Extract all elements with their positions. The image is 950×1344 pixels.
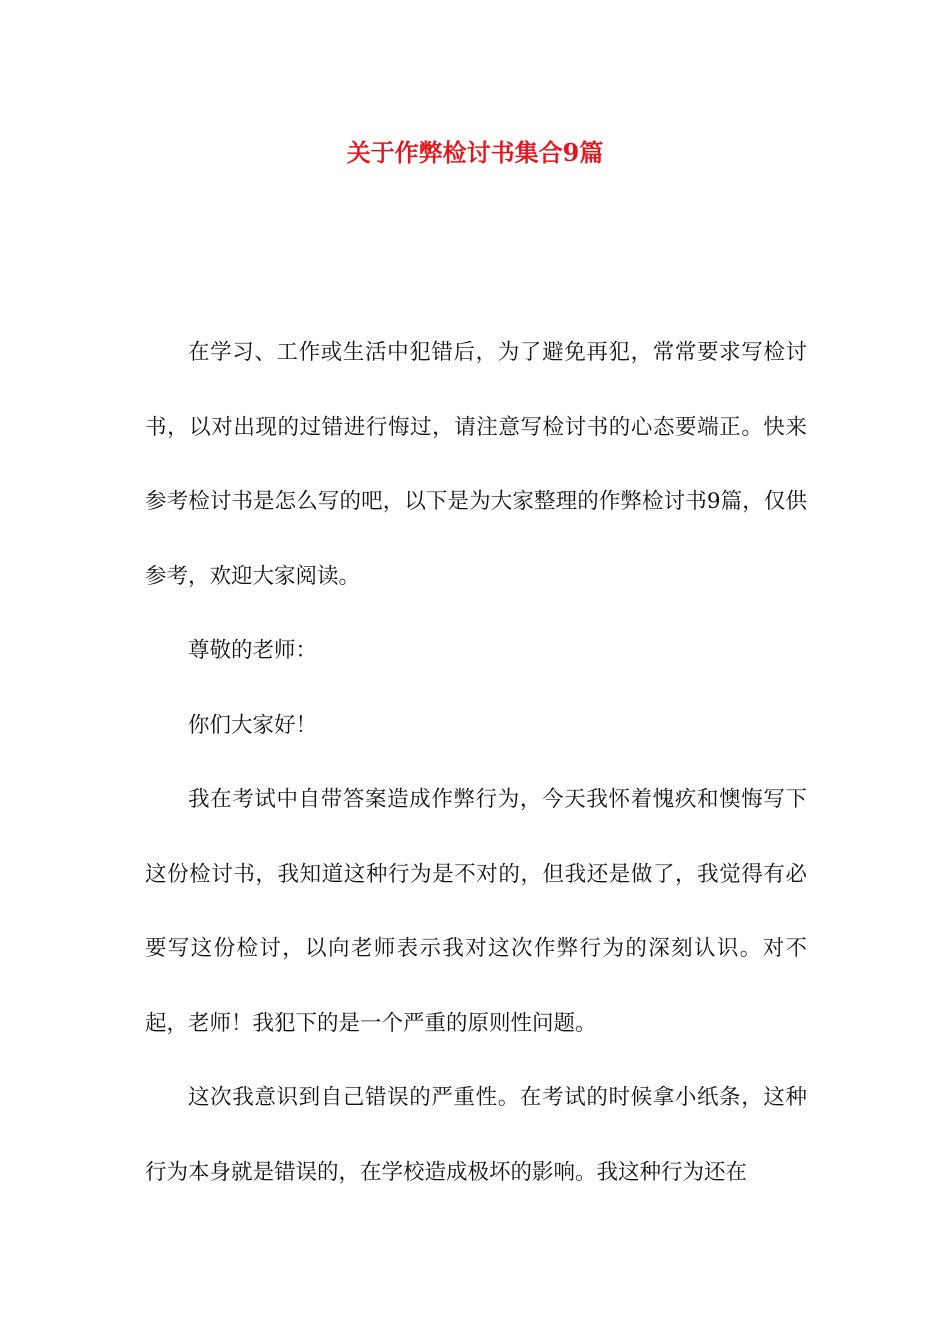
document-title: 关于作弊检讨书集合9篇 [346, 138, 604, 167]
document-body [145, 316, 807, 1210]
salutation: 尊敬的老师： [188, 638, 318, 663]
body-paragraph-1: 我在考试中自带答案造成作弊行为，今天我怀着愧疚和懊悔写下这份检讨书，我知道这种行为是不对的，但我还是做了，我觉得有必要写这份检讨，以向老师表示我对这次作弊行为的深刻认识。对不起，老师！我犯下的是一个严重的原则性问题。 [145, 787, 807, 1036]
greeting: 你们大家好！ [188, 712, 318, 738]
body-paragraph-2: 这次我意识到自己错误的严重性。在考试的时候拿小纸条，这种行为本身就是错误的，在学校造成极坏的影响。我这种行为还在 [145, 1085, 807, 1185]
intro-paragraph: 在学习、工作或生活中犯错后，为了避免再犯，常常要求写检讨书，以对出现的过错进行悔过，请注意写检讨书的心态要端正。快来参考检讨书是怎么写的吧，以下是为大家整理的作弊检讨书9篇，仅供参考，欢迎大家阅读。 [145, 340, 807, 589]
